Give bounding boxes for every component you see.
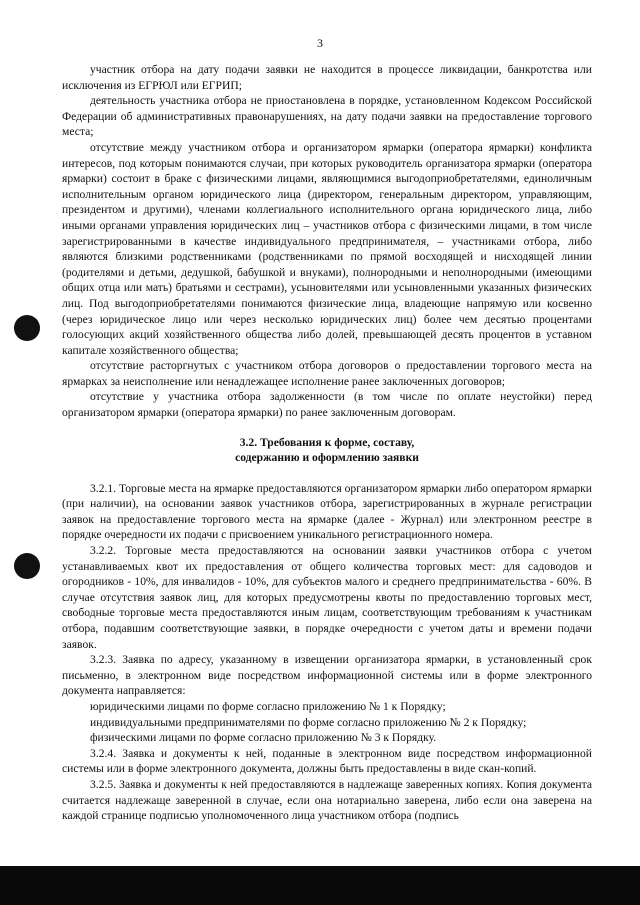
section-heading-line: содержанию и оформлению заявки	[235, 450, 419, 464]
document-body	[62, 62, 592, 824]
paragraph: участник отбора на дату подачи заявки не находится в процессе ликвидации, банкротства или исключения из ЕГРЮЛ или ЕГРИП;	[62, 63, 592, 92]
scan-bottom-edge	[0, 866, 640, 905]
section-heading-line: 3.2. Требования к форме, составу,	[239, 435, 415, 449]
paragraph: отсутствие между участником отбора и организатором ярмарки (оператора ярмарки) конфликта интересов, под которым понимаются случаи, при которых руководитель организатора ярмарки (оператора ярмарки) состоит в браке с физическими лицами, являющимися выгодоприобретателями, единоличным исполнительным органом юридического лица (директором, генеральным директором, управляющим, президентом и другими), членами коллегиального исполнительного органа юридического лица, либо иными органами управления юридических лиц – участников отбора с физическими лицами, в том числе зарегистрированными в качестве индивидуального предпринимателя, – участниками отбора, либо являются близкими родственниками (родственниками по прямой восходящей и нисходящей линии (родителями и детьми, дедушкой, бабушкой и внуками), полнородными и неполнородными (имеющими общих отца или мать) братьями и сестрами), усыновителями или усыновленными указанных физических лиц. Под выгодоприобретателями понимаются физические лица, владеющие напрямую или косвенно (через юридическое лицо или через несколько юридических лиц) более чем десятью процентами голосующих акций хозяйственного общества либо долей, превышающей десять процентов в уставном капитале хозяйственного общества;	[62, 140, 592, 357]
list-item: индивидуальными предпринимателями по форме согласно приложению № 2 к Порядку;	[90, 715, 527, 729]
paragraph: 3.2.5. Заявка и документы к ней предоставляются в надлежаще заверенных копиях. Копия документа считается надлежаще заверенной в случае, если она нотариально заверена, либо если она заверена на каждой странице подписью уполномоченного лица участником отбора (подпись	[62, 777, 592, 823]
paragraph: 3.2.3. Заявка по адресу, указанному в извещении организатора ярмарки, в установленный срок письменно, в электронном виде посредством информационной системы или в форме электронного документа направляется:	[62, 653, 592, 698]
list-item: физическими лицами по форме согласно приложению № 3 к Порядку.	[90, 731, 437, 745]
paragraph: отсутствие у участника отбора задолженности (в том числе по оплате неустойки) перед организатором ярмарки (оператора ярмарки) по ранее заключенным договорам.	[62, 390, 592, 420]
list-item: юридическими лицами по форме согласно приложению № 1 к Порядку;	[90, 699, 446, 713]
punch-hole	[14, 315, 40, 341]
section-heading	[62, 435, 592, 465]
paragraph: 3.2.4. Заявка и документы к ней, поданные в электронном виде посредством информационной системы или в форме электронного документа, должны быть предоставлены в виде скан-копий.	[62, 746, 592, 776]
paragraph: деятельность участника отбора не приостановлена в порядке, установленном Кодексом Российской Федерации об административных правонарушениях, на дату подачи заявки на предоставление торгового места;	[62, 94, 592, 139]
paragraph: 3.2.2. Торговые места предоставляются на основании заявки участников отбора с учетом устанавливаемых квот их предоставления от общего количества торговых мест: для садоводов и огородников - 10%, для инвалидов - 10%, для субъектов малого и среднего предпринимательства - 60%. В случае отсутствия заявок лиц, для которых предусмотрены квоты по предоставлению торговых мест, свободные торговые места предоставляются иным лицам, соответствующим требованиям к участникам отбора, подавшим соответствующие заявки, в порядке очередности с учетом даты и времени подачи заявок.	[62, 544, 592, 651]
page-number: 3	[317, 36, 323, 50]
paragraph: 3.2.1. Торговые места на ярмарке предоставляются организатором ярмарки либо оператором ярмарки (при наличии), на основании заявок участников отбора, зарегистрированных в журнале регистрации заявок на предоставление торгового места на ярмарке (далее - Журнал) или электронном реестре в порядке очередности их подачи с присвоением уникального регистрационного номера.	[62, 481, 592, 542]
paragraph: отсутствие расторгнутых с участником отбора договоров о предоставлении торгового места на ярмарках за неисполнение или ненадлежащее исполнение ранее заключенных договоров;	[62, 359, 592, 388]
punch-hole	[14, 553, 40, 579]
